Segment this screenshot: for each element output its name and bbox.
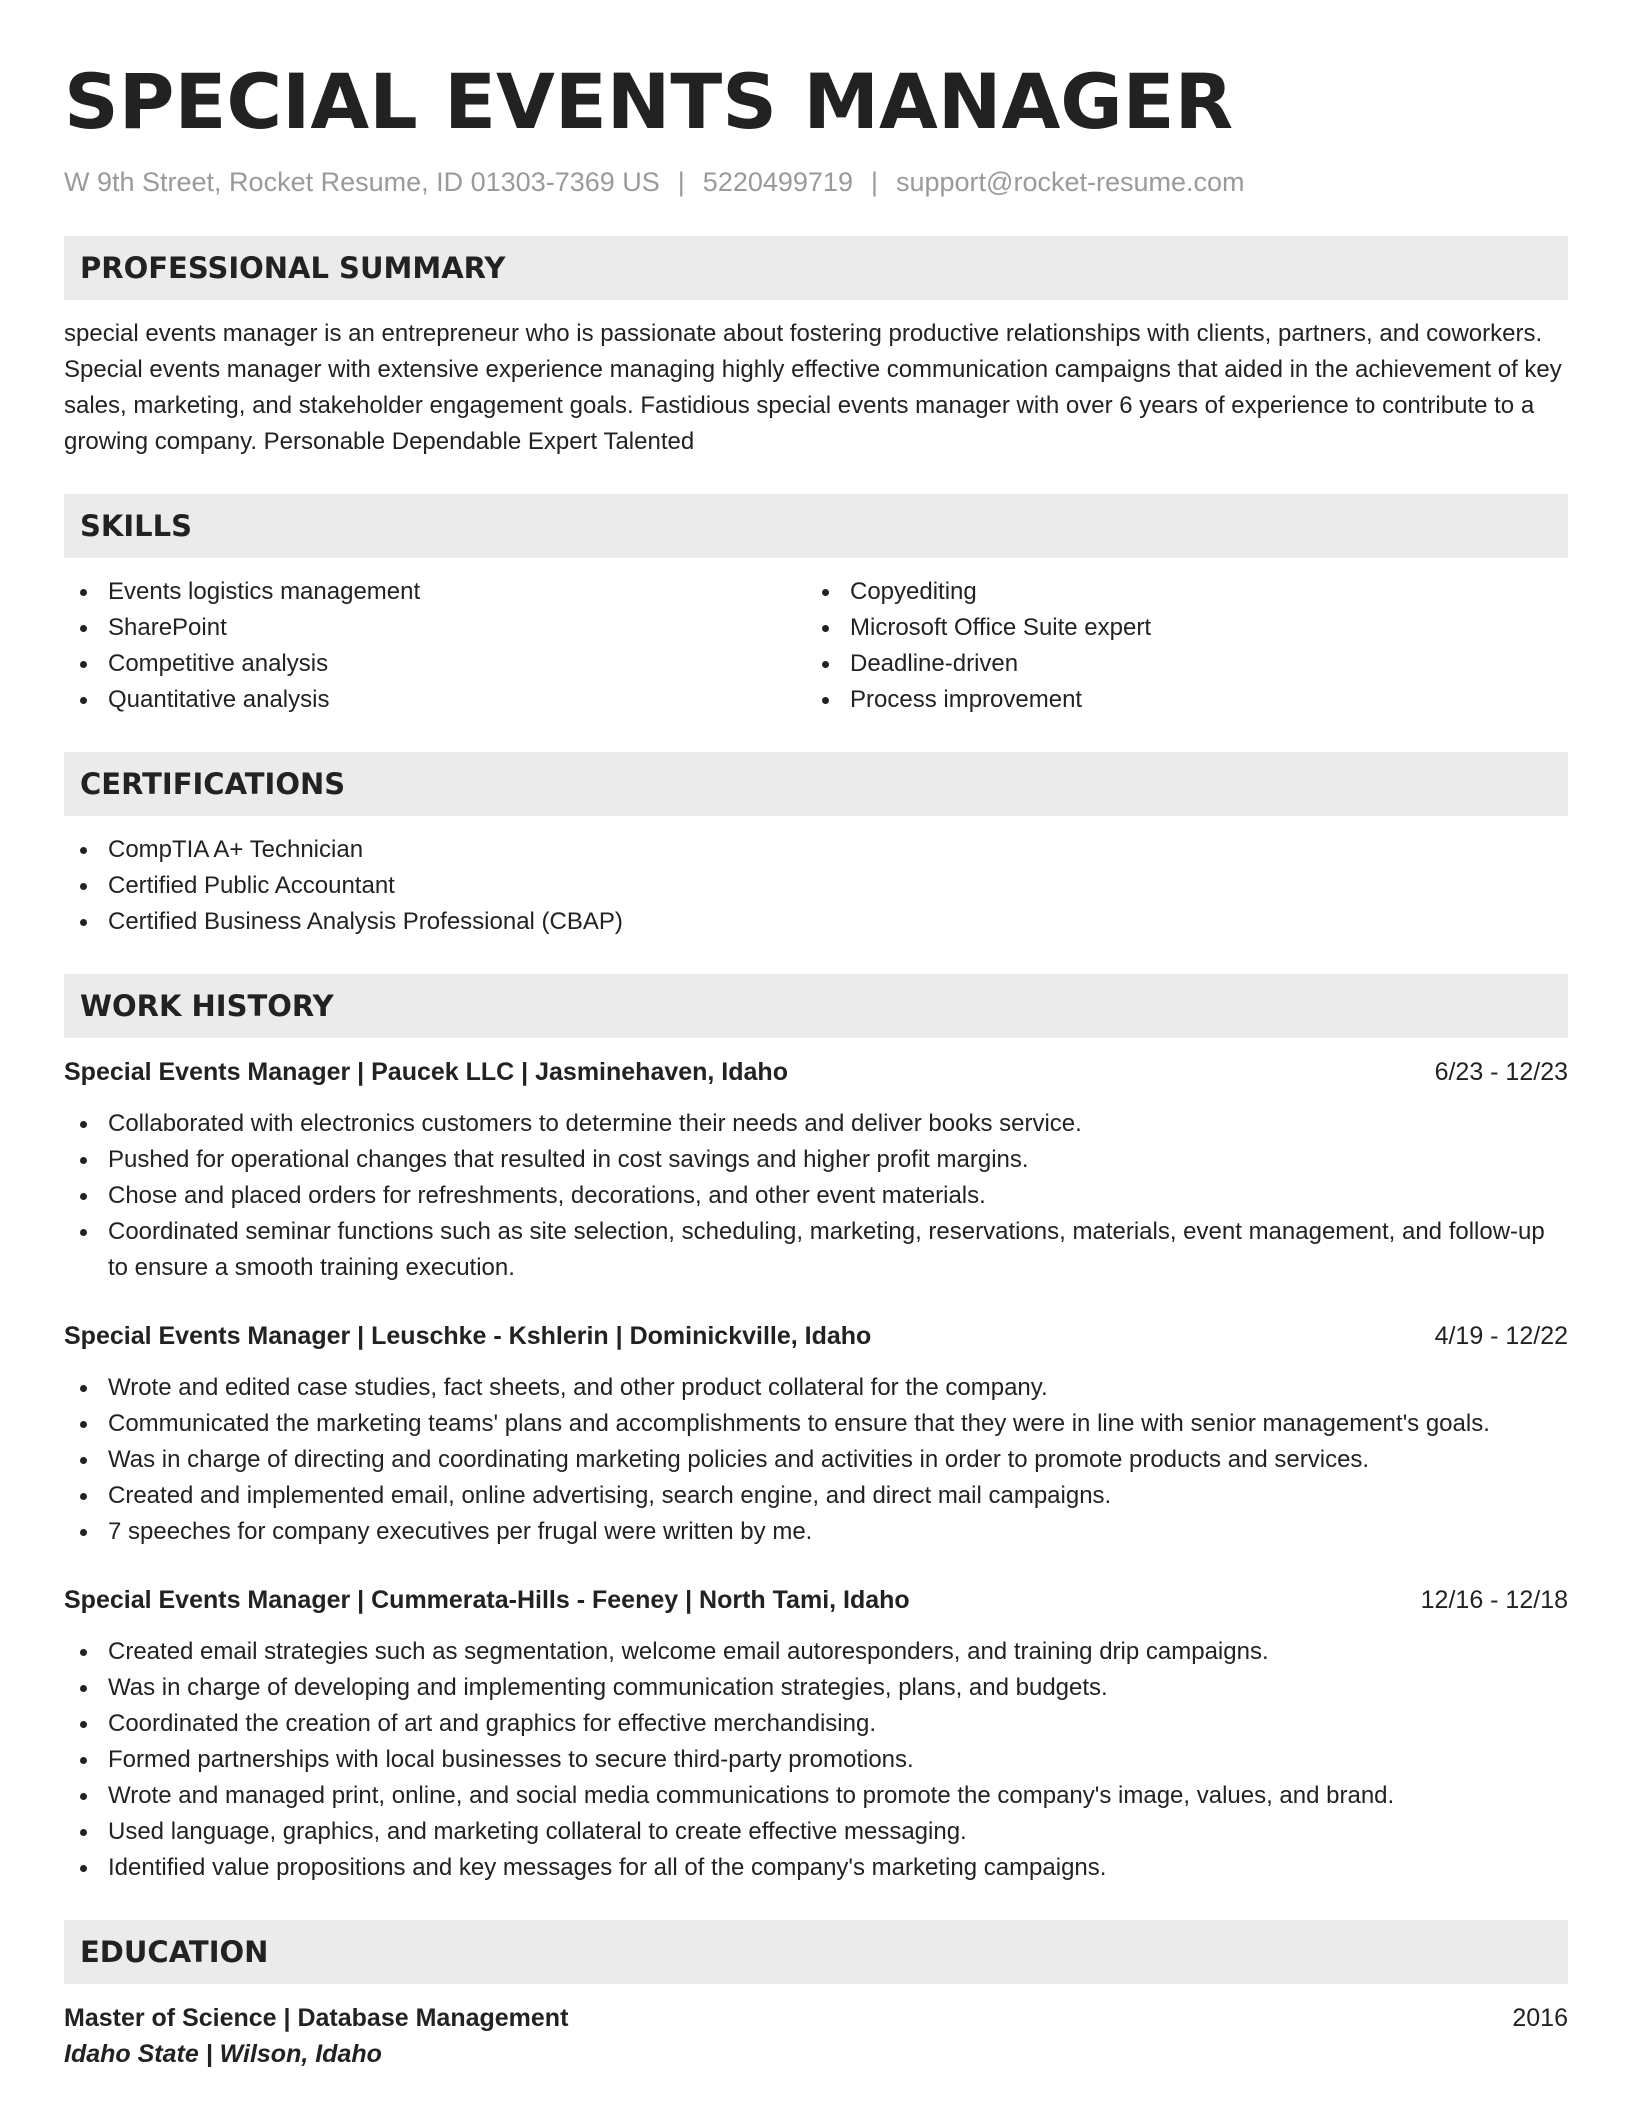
contact-address: W 9th Street, Rocket Resume, ID 01303-7369 US: [64, 167, 660, 197]
job-bullet: Created and implemented email, online advertising, search engine, and direct mail campaigns.: [64, 1478, 1568, 1514]
contact-separator: |: [870, 167, 878, 197]
certification-item: Certified Business Analysis Professional (CBAP): [64, 904, 1568, 940]
job-title: Special Events Manager | Cummerata-Hills - Feeney | North Tami, Idaho: [64, 1586, 910, 1614]
skill-item: Quantitative analysis: [64, 682, 806, 718]
job-bullet: Used language, graphics, and marketing collateral to create effective messaging.: [64, 1814, 1568, 1850]
contact-separator: |: [677, 167, 685, 197]
contact-phone: 5220499719: [702, 167, 853, 197]
education-degree: Master of Science | Database Management: [64, 2004, 569, 2032]
job-dates: 12/16 - 12/18: [1420, 1586, 1568, 1614]
job-bullet: Identified value propositions and key messages for all of the company's marketing campaigns.: [64, 1850, 1568, 1886]
work-history-heading: WORK HISTORY: [64, 974, 1568, 1038]
job-entry: [64, 1054, 1568, 1286]
job-bullet: Communicated the marketing teams' plans and accomplishments to ensure that they were in line with senior management's goals.: [64, 1406, 1568, 1442]
job-bullet: Created email strategies such as segmentation, welcome email autoresponders, and training drip campaigns.: [64, 1634, 1568, 1670]
education-school: Idaho State | Wilson, Idaho: [64, 2040, 382, 2068]
job-title: Special Events Manager | Leuschke - Kshlerin | Dominickville, Idaho: [64, 1322, 872, 1350]
education-header: [64, 2000, 1568, 2036]
job-header: [64, 1582, 1568, 1618]
skill-item: Competitive analysis: [64, 646, 806, 682]
job-bullet: Was in charge of developing and implementing communication strategies, plans, and budgets.: [64, 1670, 1568, 1706]
job-header: [64, 1318, 1568, 1354]
job-bullet: Was in charge of directing and coordinating marketing policies and activities in order to promote products and services.: [64, 1442, 1568, 1478]
job-bullet: Formed partnerships with local businesses to secure third-party promotions.: [64, 1742, 1568, 1778]
contact-line: [64, 164, 1568, 200]
resume-title: SPECIAL EVENTS MANAGER: [64, 57, 1234, 146]
job-header: [64, 1054, 1568, 1090]
skills-heading: SKILLS: [64, 494, 1568, 558]
job-bullets: [64, 1634, 1568, 1886]
skills-column-right: [806, 574, 1548, 718]
skill-item: Microsoft Office Suite expert: [806, 610, 1548, 646]
resume-page: [64, 52, 1568, 2072]
skill-item: SharePoint: [64, 610, 806, 646]
certifications-list: [64, 832, 1568, 940]
job-bullet: Coordinated the creation of art and graphics for effective merchandising.: [64, 1706, 1568, 1742]
job-entry: [64, 1582, 1568, 1886]
job-dates: 6/23 - 12/23: [1434, 1058, 1568, 1086]
job-bullet: Pushed for operational changes that resulted in cost savings and higher profit margins.: [64, 1142, 1568, 1178]
job-entry: [64, 1318, 1568, 1550]
skills-list: [64, 574, 1568, 718]
contact-email[interactable]: support@rocket-resume.com: [895, 167, 1245, 197]
skills-column-left: [64, 574, 806, 718]
certification-item: CompTIA A+ Technician: [64, 832, 1568, 868]
certification-item: Certified Public Accountant: [64, 868, 1568, 904]
skill-item: Process improvement: [806, 682, 1548, 718]
skill-item: Deadline-driven: [806, 646, 1548, 682]
job-bullets: [64, 1370, 1568, 1550]
certifications-heading: CERTIFICATIONS: [64, 752, 1568, 816]
job-bullet: Wrote and managed print, online, and social media communications to promote the company's image, values, and brand.: [64, 1778, 1568, 1814]
job-bullets: [64, 1106, 1568, 1286]
education-entry: [64, 2000, 1568, 2072]
education-heading: EDUCATION: [64, 1920, 1568, 1984]
job-bullet: Collaborated with electronics customers to determine their needs and deliver books service.: [64, 1106, 1568, 1142]
job-title: Special Events Manager | Paucek LLC | Jasminehaven, Idaho: [64, 1058, 788, 1086]
summary-heading: PROFESSIONAL SUMMARY: [64, 236, 1568, 300]
skill-item: Copyediting: [806, 574, 1548, 610]
job-dates: 4/19 - 12/22: [1434, 1322, 1568, 1350]
skill-item: Events logistics management: [64, 574, 806, 610]
education-year: 2016: [1512, 2004, 1568, 2032]
summary-text: special events manager is an entrepreneur who is passionate about fostering productive relationships with clients, partners, and coworkers. Special events manager with extensive experience managing highly effective communication campaigns that aided in the achievement of key sales, marketing, and stakeholder engagement goals. Fastidious special events manager with over 6 years of experience to contribute to a growing company. Personable Dependable Expert Talented: [64, 320, 1562, 455]
job-bullet: Chose and placed orders for refreshments, decorations, and other event materials.: [64, 1178, 1568, 1214]
job-bullet: Coordinated seminar functions such as site selection, scheduling, marketing, reservations, materials, event management, and follow-up to ensure a smooth training execution.: [64, 1214, 1568, 1286]
job-bullet: Wrote and edited case studies, fact sheets, and other product collateral for the company.: [64, 1370, 1568, 1406]
job-bullet: 7 speeches for company executives per frugal were written by me.: [64, 1514, 1568, 1550]
